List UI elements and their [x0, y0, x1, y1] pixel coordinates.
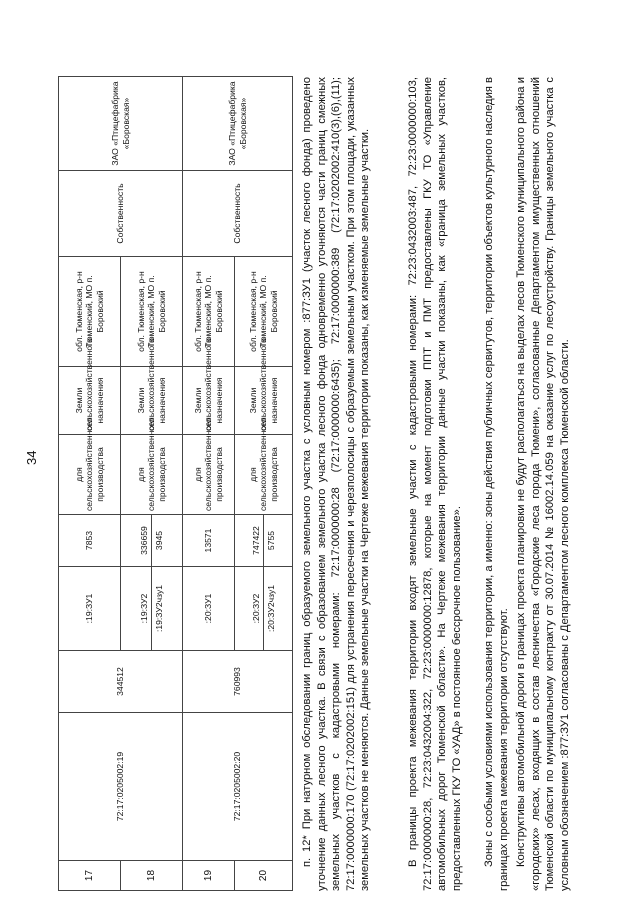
cadastral-number: 72:17:0205002:19 [59, 713, 183, 861]
permitted-use: для сельскохозяйственного производства [235, 435, 293, 515]
right-type: Собственность [59, 171, 183, 257]
total-area: 760993 [183, 651, 293, 713]
plot-area: 7853 [59, 515, 121, 567]
location: обл. Тюменская, р-н Тюменский, МО п. Боровский [235, 257, 293, 367]
paragraph-note-12: п. 12* При натурном обследовании границ образуемого земельного участка с условным номером :877:ЗУ1 (участок лесного фонда) проведено уточнение данных лесного участка. В связи с образованием земельного участка лесного фонда одновременно уточняются части границ смежных земельных участков с кадастровыми номерами: 72:17:0000000:28 (72:17:0000000:6435); 72:17:0000000:389 (72:17:0202002:410(3),(6),(11); 72:17:0000000:170 (72:17:0202002:151) для устранения пересечения и черезполосицы с образуемым земельным участком. При этом площади, указанных земельных участков не меняются. Данные земельные участки на Чертеже межевания территории показаны, как изменяемые земельные участки. [301, 77, 372, 891]
plot-part: :20:ЗУ1 [183, 567, 235, 651]
row-number: 19 [183, 861, 235, 891]
land-plots-table [58, 76, 293, 891]
page-number: 34 [24, 450, 39, 465]
plot-part-sub: :20:ЗУ2чзу1 [266, 584, 276, 633]
owner: ЗАО «Птицефабрика «Боровская» [183, 77, 293, 171]
land-category: Земли сельскохозяйственного назначения [183, 367, 235, 435]
row-number: 20 [235, 861, 293, 891]
permitted-use: для сельскохозяйственного производства [183, 435, 235, 515]
row-number: 18 [121, 861, 183, 891]
land-category: Земли сельскохозяйственного назначения [59, 367, 121, 435]
plot-part-sub: :19:ЗУ2чзу1 [154, 584, 164, 633]
plot-area: 747422 [249, 515, 264, 566]
land-category: Земли сельскохозяйственного назначения [235, 367, 293, 435]
plot-area-sub: 5755 [266, 530, 276, 551]
owner: ЗАО «Птицефабрика «Боровская» [59, 77, 183, 171]
total-area: 344512 [59, 651, 183, 713]
land-category: Земли сельскохозяйственного назначения [121, 367, 183, 435]
location: обл. Тюменская, р-н Тюменский, МО п. Боровский [121, 257, 183, 367]
row-number: 17 [59, 861, 121, 891]
plot-area: 13571 [183, 515, 235, 567]
plot-area: 336659 [137, 515, 152, 566]
plot-part: :20:ЗУ2 [249, 567, 264, 650]
permitted-use: для сельскохозяйственного производства [59, 435, 121, 515]
permitted-use: для сельскохозяйственного производства [121, 435, 183, 515]
plot-part: :19:ЗУ2 [137, 567, 152, 650]
paragraph-zones: Зоны с особыми условиями использования территории, а именно: зоны действия публичных сервитутов, территории объектов культурного наследия в границах проекта межевания территории отсутствуют. [483, 77, 510, 891]
table-row [183, 77, 235, 891]
location: обл. Тюменская, р-н Тюменский, МО п. Боровский [183, 257, 235, 367]
location: обл. Тюменская, р-н Тюменский, МО п. Боровский [59, 257, 121, 367]
paragraph-forests: Конструктивы автомобильной дороги в границах проекта планировки не будут располагаться на выделах лесов Тюменского муниципального района и «городских» лесах, входящих в состав лесничества «Городские леса города Тюмени», согласованные Департаментом имущественных отношений Тюменской области по муниципальному контракту от 30.07.2014 № 16002.14.059 на оказание услуг по лесоустройству. Границы земельного участка с условным обозначением :877:ЗУ1 согласованы с Департаментом лесного комплекса Тюменской области. [515, 77, 571, 891]
cadastral-number: 72:17:0205002:20 [183, 713, 293, 861]
plot-area-sub: 3945 [154, 530, 164, 551]
right-type: Собственность [183, 171, 293, 257]
table-row [59, 77, 121, 891]
paragraph-uad-plots: В границы проекта межевания территории входят земельные участки с кадастровыми номерами: 72:23:0432003:487, 72:23:0000000:103, 72:17:0000000:28, 72:23:0432004:322, 72:23:0000000:12878, которые на момент подготовки ППТ и ПМТ предоставлены ГКУ ТО «Управление автомобильных дорог Тюменской области». На Чертеже межевания территории данные участки показаны, как «граница земельных участков, предоставленных ГКУ ТО «УАД» в постоянное бессрочное пользование». [407, 77, 463, 891]
plot-part: :19:ЗУ1 [59, 567, 121, 651]
